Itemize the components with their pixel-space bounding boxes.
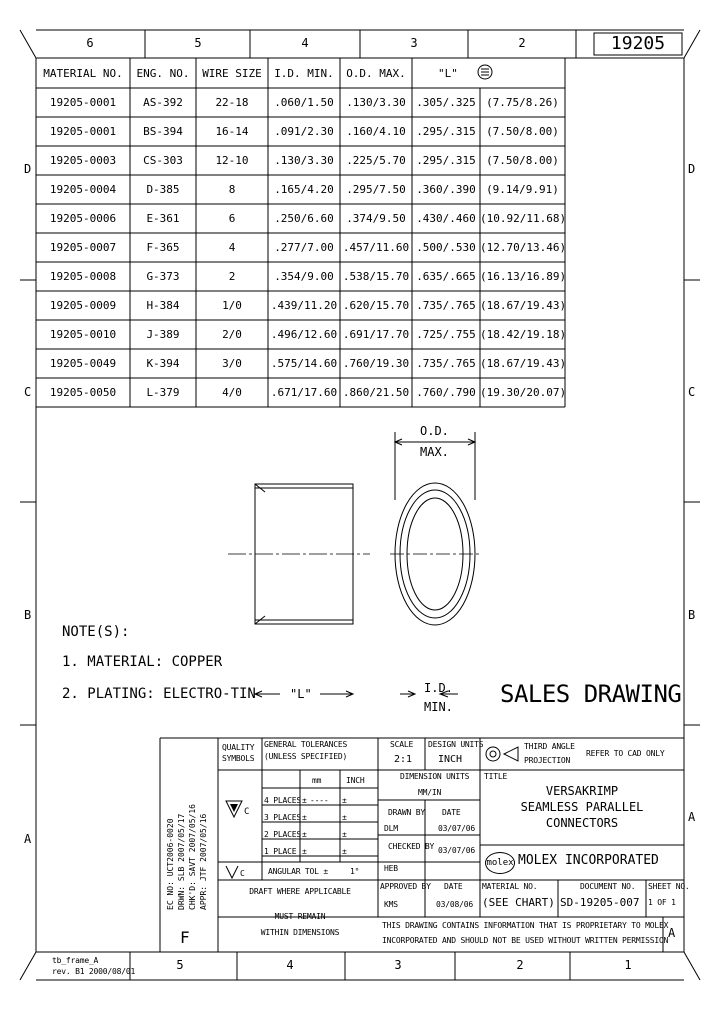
col-header-id: I.D. MIN. <box>274 67 334 80</box>
cell-id-min: .091/2.30 <box>274 125 334 138</box>
drawn-date-value: 03/07/06 <box>438 824 475 833</box>
cell-l-mm: (7.75/8.26) <box>486 96 559 109</box>
approved-by-label: APPROVED BY <box>380 882 431 891</box>
checked-rev: CHK'D: SAVT 2007/05/16 <box>188 804 197 910</box>
company-name: MOLEX INCORPORATED <box>518 853 659 868</box>
drawn-by-value: DLM <box>384 824 398 833</box>
draft-note-2: MUST REMAIN <box>274 912 326 921</box>
zone-side-left-b: B <box>24 608 32 622</box>
cell-wire-size: 22-18 <box>215 96 249 109</box>
cell-material-no: 19205-0001 <box>49 96 117 109</box>
cell-material-no: 19205-0050 <box>49 386 117 399</box>
cell-l-inch: .360/.390 <box>416 183 476 196</box>
note-plating: 2. PLATING: ELECTRO-TIN <box>62 686 256 702</box>
units-label: DESIGN UNITS <box>428 740 484 749</box>
col-header-l: "L" <box>438 67 458 80</box>
sheet-value: 1 OF 1 <box>648 898 676 907</box>
cell-l-inch: .735/.765 <box>416 299 476 312</box>
cell-id-min: .060/1.50 <box>274 96 334 109</box>
svg-text:C: C <box>240 869 245 878</box>
general-tolerances-2: (UNLESS SPECIFIED) <box>264 752 348 761</box>
cell-id-min: .354/9.00 <box>274 270 334 283</box>
zone-top-3: 3 <box>410 36 418 50</box>
zone-side-left-d: D <box>24 162 32 176</box>
size-letter: A <box>668 926 676 940</box>
cell-l-inch: .735/.765 <box>416 357 476 370</box>
cell-eng-no: L-379 <box>146 386 180 399</box>
title-line2: SEAMLESS PARALLEL <box>520 800 644 814</box>
cell-l-mm: (16.13/16.89) <box>480 270 567 283</box>
cell-material-no: 19205-0004 <box>49 183 117 196</box>
cell-od-max: .538/15.70 <box>342 270 410 283</box>
cell-id-min: .130/3.30 <box>274 154 334 167</box>
cell-l-mm: (7.50/8.00) <box>486 154 559 167</box>
cell-l-inch: .725/.755 <box>416 328 476 341</box>
cell-od-max: .620/15.70 <box>342 299 410 312</box>
id-label-line1: I.D. <box>424 681 453 695</box>
proprietary-line2: INCORPORATED AND SHOULD NOT BE USED WITHOUT WRITTEN PERMISSION <box>382 936 669 945</box>
inch-header: INCH <box>346 776 365 785</box>
cell-id-min: .165/4.20 <box>274 183 334 196</box>
checked-date-value: 03/07/06 <box>438 846 475 855</box>
cell-od-max: .225/5.70 <box>346 154 406 167</box>
cell-eng-no: E-361 <box>146 212 180 225</box>
inch-1-place: ± <box>342 847 347 856</box>
angular-degree: 1° <box>350 867 360 876</box>
zone-top-4: 4 <box>301 36 309 50</box>
cell-eng-no: H-384 <box>146 299 180 312</box>
cell-l-mm: (18.67/19.43) <box>480 299 567 312</box>
cell-l-mm: (19.30/20.07) <box>480 386 567 399</box>
mm-header: mm <box>312 776 322 785</box>
note-material: 1. MATERIAL: COPPER <box>62 654 223 670</box>
cell-l-mm: (9.14/9.91) <box>486 183 559 196</box>
quality-symbols-label: QUALITY SYMBOLS <box>222 743 255 763</box>
cell-l-mm: (18.42/19.18) <box>480 328 567 341</box>
zone-side-left-a: A <box>24 832 32 846</box>
cell-l-inch: .430/.460 <box>416 212 476 225</box>
cell-wire-size: 1/0 <box>222 299 242 312</box>
cell-od-max: .760/19.30 <box>342 357 410 370</box>
zone-bottom-5: 5 <box>176 958 184 972</box>
drawn-date-label: DATE <box>442 808 461 817</box>
svg-text:C: C <box>244 807 250 817</box>
cell-id-min: .575/14.60 <box>270 357 338 370</box>
zone-bottom-2: 2 <box>516 958 524 972</box>
scale-value: 2:1 <box>394 754 413 765</box>
molex-logo: molex <box>485 852 515 874</box>
cell-l-mm: (10.92/11.68) <box>480 212 567 225</box>
cell-l-inch: .295/.315 <box>416 154 476 167</box>
zone-side-right-a: A <box>688 810 696 824</box>
inch-2-places: ± <box>342 830 347 839</box>
checked-by-label: CHECKED BY <box>388 842 435 851</box>
cell-l-mm: (7.50/8.00) <box>486 125 559 138</box>
places-2: 2 PLACES <box>264 830 301 839</box>
cell-id-min: .439/11.20 <box>270 299 338 312</box>
zone-bottom-1: 1 <box>624 958 632 972</box>
general-tolerances-1: GENERAL TOLERANCES <box>264 740 348 749</box>
cell-od-max: .374/9.50 <box>346 212 406 225</box>
title-line1: VERSAKRIMP <box>545 784 619 798</box>
cell-wire-size: 4/0 <box>222 386 242 399</box>
inch-3-places: ± <box>342 813 347 822</box>
cell-od-max: .860/21.50 <box>342 386 410 399</box>
approved-date-value: 03/08/06 <box>436 900 473 909</box>
approved-by-value: KMS <box>384 900 398 909</box>
inch-4-places: ± <box>342 796 347 805</box>
zone-side-right-d: D <box>688 162 696 176</box>
mm-4-dashes: ---- <box>310 796 329 805</box>
cell-od-max: .691/17.70 <box>342 328 410 341</box>
cell-eng-no: K-394 <box>146 357 180 370</box>
scale-label: SCALE <box>390 740 414 749</box>
cell-wire-size: 2 <box>228 270 236 283</box>
approved-rev: APPR: JTF 2007/05/16 <box>199 813 208 910</box>
cell-material-no: 19205-0006 <box>49 212 117 225</box>
cell-id-min: .277/7.00 <box>274 241 334 254</box>
cell-eng-no: J-389 <box>146 328 180 341</box>
cell-eng-no: BS-394 <box>143 125 183 138</box>
mm-3-places: ± <box>302 813 307 822</box>
projection-line2: PROJECTION <box>524 756 571 765</box>
frame-revision: rev. B1 2000/08/01 <box>52 967 136 976</box>
cell-id-min: .250/6.60 <box>274 212 334 225</box>
cad-only-note: REFER TO CAD ONLY <box>586 749 665 758</box>
mm-2-places: ± <box>302 830 307 839</box>
sales-drawing-label: SALES DRAWING <box>500 680 682 708</box>
cell-od-max: .295/7.50 <box>346 183 406 196</box>
cell-eng-no: G-373 <box>146 270 180 283</box>
cell-wire-size: 8 <box>228 183 236 196</box>
zone-bottom-3: 3 <box>394 958 402 972</box>
cell-wire-size: 4 <box>228 241 236 254</box>
cell-wire-size: 16-14 <box>215 125 249 138</box>
zone-bottom-4: 4 <box>286 958 294 972</box>
zone-top-2: 2 <box>518 36 526 50</box>
material-no-label: MATERIAL NO. <box>482 882 538 891</box>
document-no-value: SD-19205-007 <box>560 896 640 909</box>
draft-note-3: WITHIN DIMENSIONS <box>260 928 340 937</box>
cell-wire-size: 2/0 <box>222 328 242 341</box>
quality-triangle-icon <box>224 798 254 820</box>
mm-1-place: ± <box>302 847 307 856</box>
surface-finish-icon <box>224 864 254 880</box>
zone-top-6: 6 <box>86 36 94 50</box>
checked-by-value: HEB <box>384 864 398 873</box>
title-line3: CONNECTORS <box>545 816 619 830</box>
cell-eng-no: F-365 <box>146 241 180 254</box>
units-value: INCH <box>438 754 463 765</box>
projection-line1: THIRD ANGLE <box>524 742 575 751</box>
id-label-line2: MIN. <box>424 700 453 714</box>
ec-number: EC NO: UCT2006-0020 <box>166 818 175 910</box>
sheet-label: SHEET NO. <box>648 882 690 891</box>
zone-side-right-b: B <box>688 608 696 622</box>
cell-wire-size: 3/0 <box>222 357 242 370</box>
cell-material-no: 19205-0009 <box>49 299 117 312</box>
cell-material-no: 19205-0008 <box>49 270 117 283</box>
material-no-value: (SEE CHART) <box>482 896 555 909</box>
col-header-wire: WIRE SIZE <box>202 67 262 80</box>
cell-l-inch: .760/.790 <box>416 386 476 399</box>
col-header-eng: ENG. NO. <box>136 67 190 80</box>
notes-title: NOTE(S): <box>62 624 130 640</box>
cell-od-max: .457/11.60 <box>342 241 410 254</box>
od-label-line1: O.D. <box>420 424 449 438</box>
dimension-units-value: MM/IN <box>418 788 442 797</box>
angular-tolerance: ANGULAR TOL ± <box>268 867 329 876</box>
cell-l-mm: (18.67/19.43) <box>480 357 567 370</box>
cell-eng-no: CS-303 <box>143 154 183 167</box>
dimension-units-label: DIMENSION UNITS <box>400 772 470 781</box>
places-4: 4 PLACES <box>264 796 301 805</box>
cell-id-min: .671/17.60 <box>270 386 338 399</box>
connector-views <box>220 420 510 730</box>
cell-eng-no: D-385 <box>146 183 180 196</box>
third-angle-projection-icon <box>484 742 524 766</box>
cell-od-max: .160/4.10 <box>346 125 406 138</box>
document-no-label: DOCUMENT NO. <box>580 882 636 891</box>
cell-l-inch: .305/.325 <box>416 96 476 109</box>
col-header-od: O.D. MAX. <box>346 67 406 80</box>
drawn-by-label: DRAWN BY <box>388 808 425 817</box>
revision-letter: F <box>180 928 190 947</box>
cell-material-no: 19205-0001 <box>49 125 117 138</box>
mm-4-places: ± <box>302 796 307 805</box>
frame-name: tb_frame_A <box>52 956 99 965</box>
zone-top-5: 5 <box>194 36 202 50</box>
drawing-number: 19205 <box>610 33 666 54</box>
drawn-rev: DRWN: SLB 2007/05/17 <box>177 813 186 910</box>
zone-side-left-c: C <box>24 385 32 399</box>
cell-wire-size: 6 <box>228 212 236 225</box>
cell-l-inch: .295/.315 <box>416 125 476 138</box>
proprietary-line1: THIS DRAWING CONTAINS INFORMATION THAT IS PROPRIETARY TO MOLEX <box>382 921 669 930</box>
millimeter-symbol-icon <box>476 63 494 81</box>
title-label: TITLE <box>484 772 508 781</box>
cell-material-no: 19205-0003 <box>49 154 117 167</box>
revision-block <box>165 804 225 910</box>
cell-id-min: .496/12.60 <box>270 328 338 341</box>
places-3: 3 PLACES <box>264 813 301 822</box>
draft-note-1: DRAFT WHERE APPLICABLE <box>249 887 351 896</box>
od-label-line2: MAX. <box>420 445 449 459</box>
cell-wire-size: 12-10 <box>215 154 249 167</box>
approved-date-label: DATE <box>444 882 463 891</box>
cell-od-max: .130/3.30 <box>346 96 406 109</box>
cell-material-no: 19205-0010 <box>49 328 117 341</box>
places-1: 1 PLACE <box>264 847 297 856</box>
length-label: "L" <box>290 687 312 701</box>
zone-side-right-c: C <box>688 385 696 399</box>
cell-material-no: 19205-0049 <box>49 357 117 370</box>
cell-l-inch: .635/.665 <box>416 270 476 283</box>
cell-eng-no: AS-392 <box>143 96 183 109</box>
cell-l-mm: (12.70/13.46) <box>480 241 567 254</box>
cell-l-inch: .500/.530 <box>416 241 476 254</box>
col-header-material: MATERIAL NO. <box>43 67 123 80</box>
cell-material-no: 19205-0007 <box>49 241 117 254</box>
